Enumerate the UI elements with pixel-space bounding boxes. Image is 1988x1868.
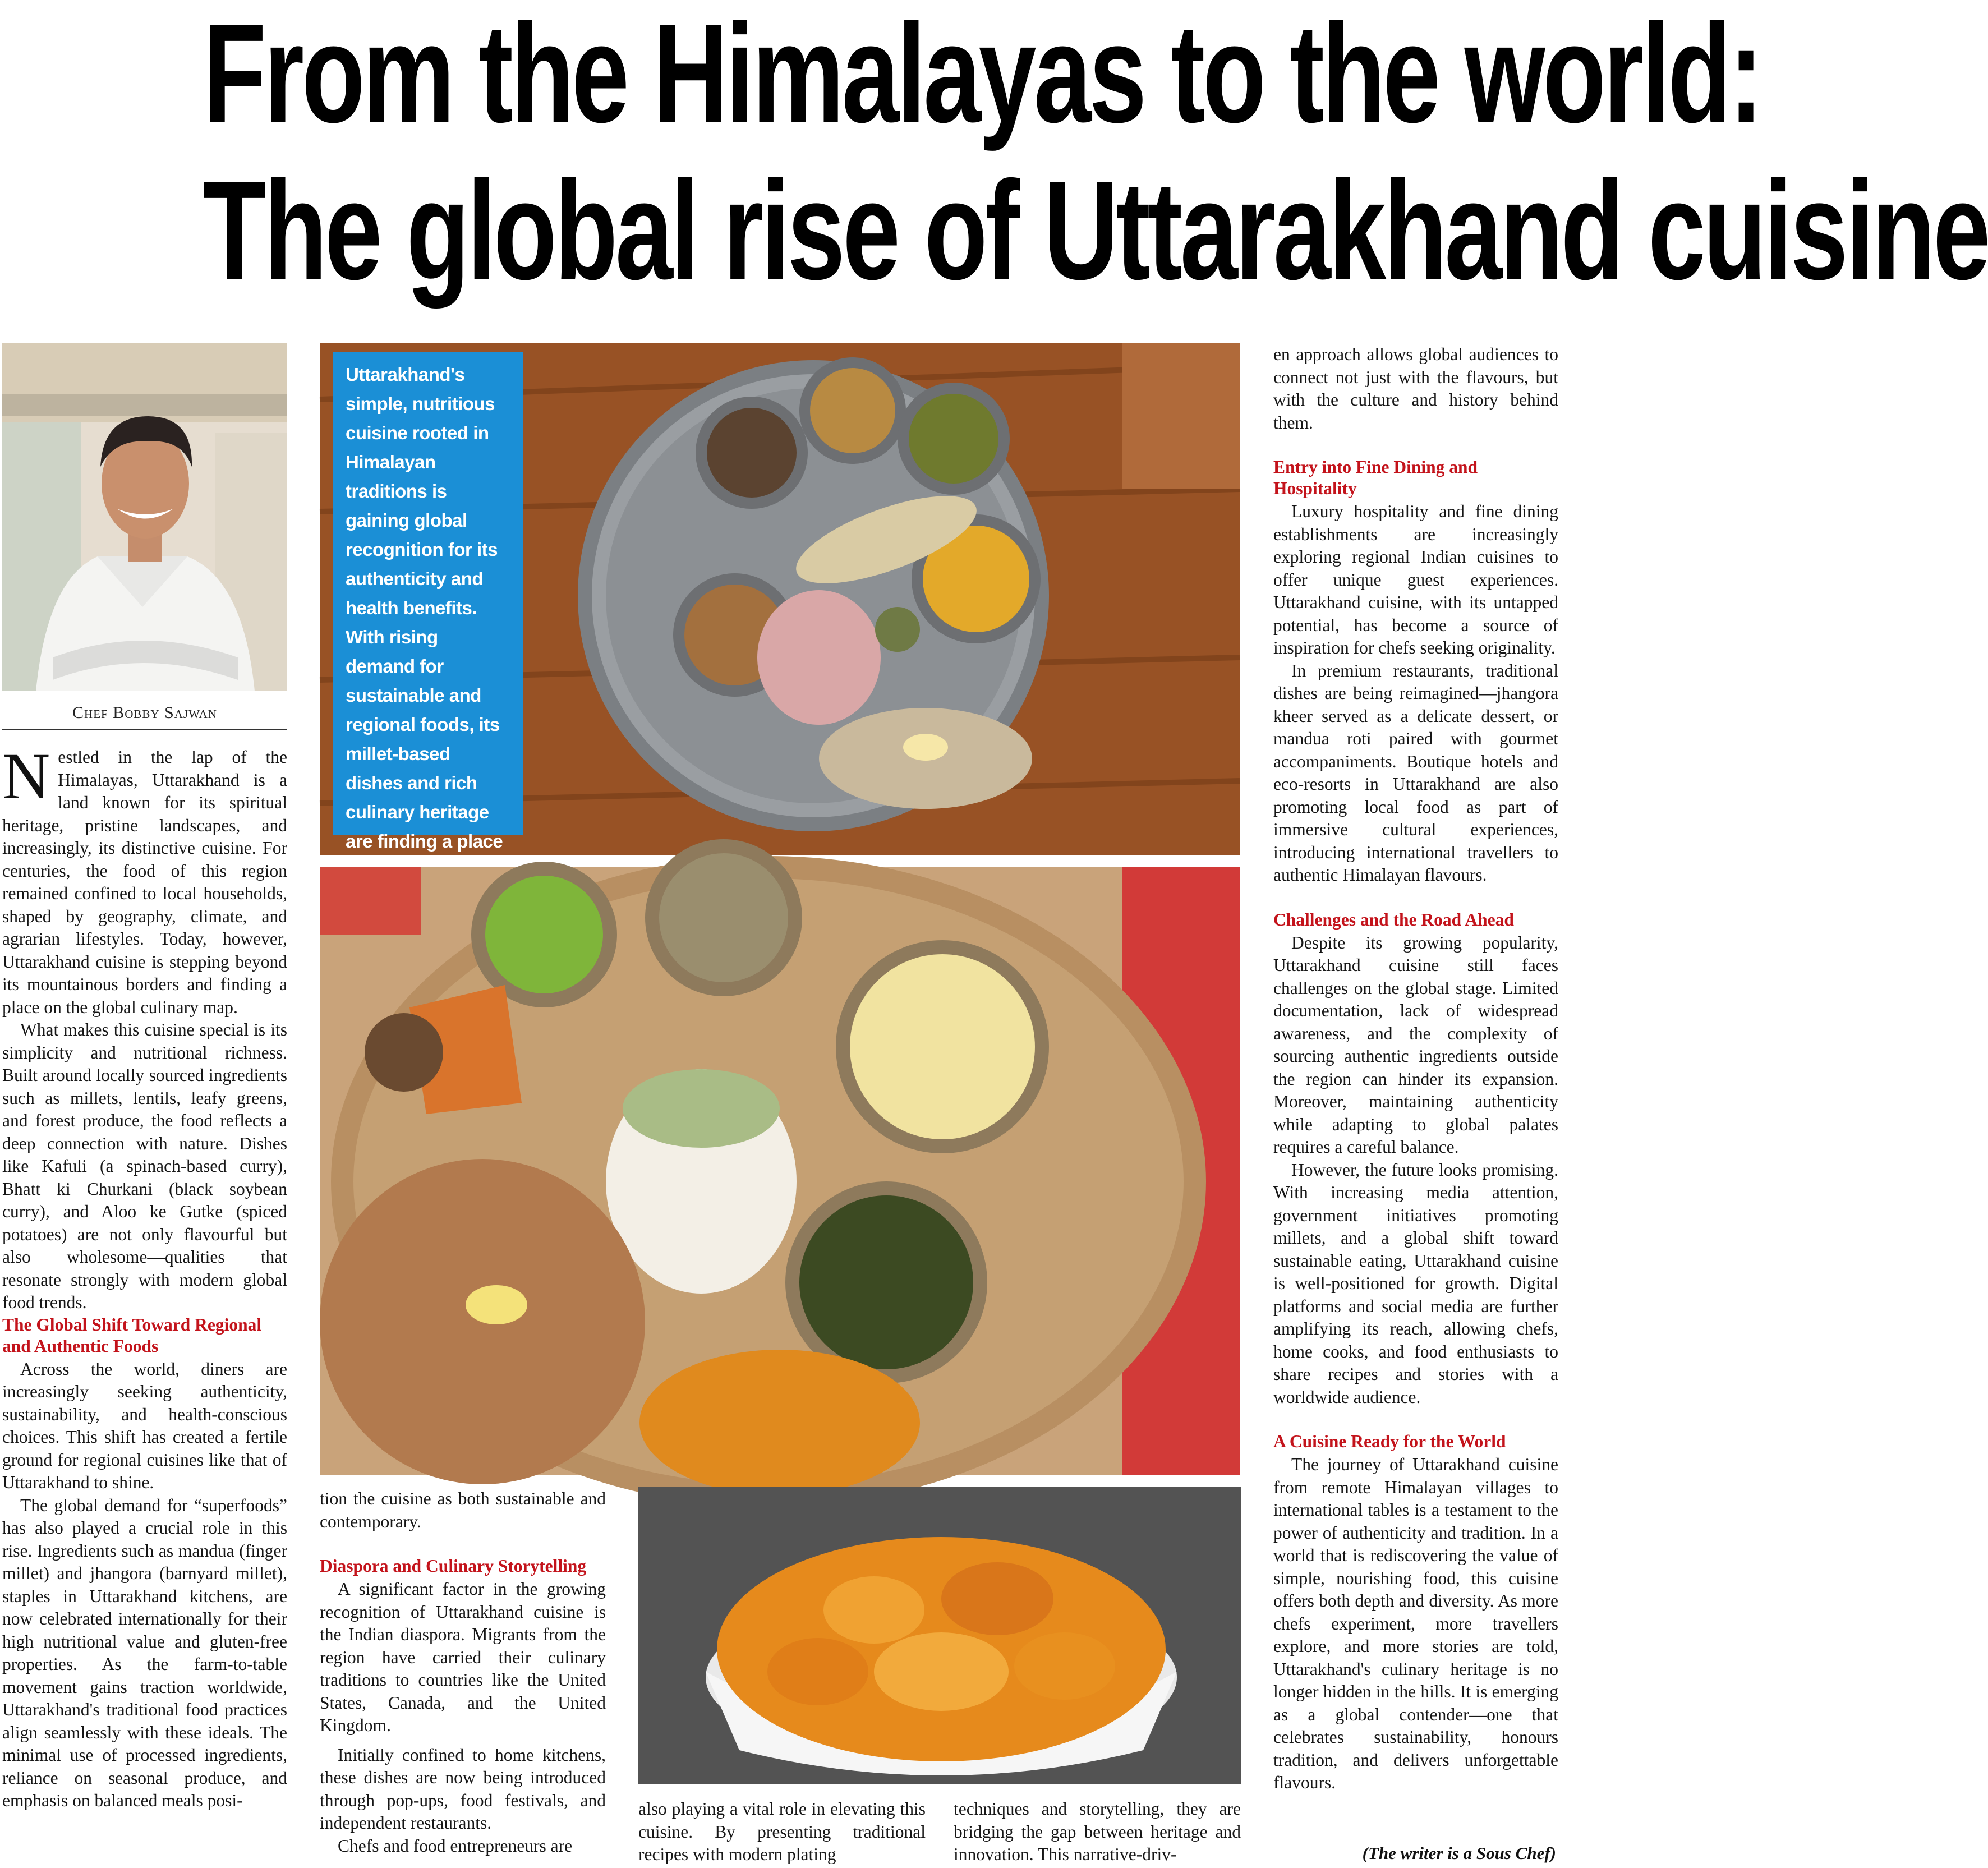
col1-paragraph-1: estled in the lap of the Himalayas, Uttarakhand is a land known for its spiritual heritage, pristine landscapes, and increasingly, its distinctive cuisine. For centuries, the food of this region remained confined to local households, shaped by geography, climate, and agrarian lifestyles. Today, however, Uttarakhand cuisine is stepping beyond its mountainous borders and finding a place on the global culinary map. [2,747,287,1017]
subhead-fine-dining: Entry into Fine Dining and Hospitality [1273,457,1478,498]
col1-paragraph-2: What makes this cuisine special is its simplicity and nutritional richness. Built around locally sourced ingredients such as millets, lentils, leafy greens, and forest produce, the food reflects a deep connection with nature. Dishes like Kafuli (a spinach-based curry), Bhatt ki Churkani (black soybean curry), and Aloo ke Gutke (spiced potatoes) are not only flavourful but also wholesome—qualities that resonate strongly with modern global food trends. [2,1020,287,1312]
author-caption: Chef Bobby Sajwan [72,703,217,722]
thali-photo-middle [320,867,1240,1475]
caption-divider [2,729,287,730]
col5-paragraph-6: The journey of Uttarakhand cuisine from remote Himalayan villages to international tables is a testament to the power of authenticity and tradition. In a world that is rediscovering the value of simple, nourishing food, this cuisine offers both depth and diversity. As more chefs experiment, more travellers explore, and more stories are told, Uttarakhand's culinary heritage is no longer hidden in the hills. It is emerging as a global contender—one that celebrates sustainability, honours tradition, and delivers unforgettable flavours. [1273,1455,1558,1792]
article-column-5 [1273,343,1558,1795]
col4-paragraph-1: techniques and storytelling, they are bridging the gap between heritage and innovation. This narrative-driv- [954,1799,1241,1864]
col5-paragraph-2: Luxury hospitality and fine dining establishments are increasingly exploring regional Indian cuisines to offer unique guest experiences. Uttarakhand cuisine, with its untapped potential, has become a source of inspiration for chefs seeking originality. [1273,501,1558,657]
subhead-cuisine-ready: A Cuisine Ready for the World [1273,1432,1506,1451]
col5-paragraph-1: en approach allows global audiences to connect not just with the flavours, but with the culture and history behind them. [1273,344,1558,433]
subhead-diaspora: Diaspora and Culinary Storytelling [320,1556,587,1576]
col2-paragraph-2: A significant factor in the growing recognition of Uttarakhand cuisine is the Indian diaspora. Migrants from the region have carried their culinary traditions to countries like the United States, Canada, and the United Kingdom. [320,1579,606,1735]
headline-line-2: The global rise of Uttarakhand cuisine [203,152,1988,309]
subhead-global-shift: The Global Shift Toward Regional and Authentic Foods [2,1314,262,1356]
article-column-3 [638,1798,926,1866]
headline-line-1: From the Himalayas to the world: [203,0,1761,151]
col2-paragraph-1: tion the cuisine as both sustainable and contemporary. [320,1489,606,1531]
aloo-photo [638,1487,1241,1784]
col3-paragraph-1: also playing a vital role in elevating this cuisine. By presenting traditional recipes with modern plating [638,1799,926,1864]
article-column-1 [2,739,287,1812]
col2-paragraph-4: Chefs and food entrepreneurs are [338,1835,573,1856]
drop-cap: N [2,739,50,813]
article-column-2 [320,1488,606,1857]
col2-paragraph-3: Initially confined to home kitchens, these dishes are now being introduced through pop-ups, food festivals, and independent restaurants. [320,1745,606,1833]
subhead-challenges: Challenges and the Road Ahead [1273,909,1514,930]
col5-paragraph-5: However, the future looks promising. With increasing media attention, government initiatives promoting millets, and a global shift toward sustainable eating, Uttarakhand cuisine is well-positioned for growth. Digital platforms and social media are further amplifying its reach, allowing chefs, home cooks, and food enthusiasts to share recipes and stories with a worldwide audience. [1273,1160,1558,1407]
col5-paragraph-3: In premium restaurants, traditional dishes are being reimagined—jhangora kheer served as a delicate dessert, or mandua roti paired with gourmet accompaniments. Boutique hotels and eco-resorts in Uttarakhand are also promoting local food as part of immersive cultural experiences, introducing international travellers to authentic Himalayan flavours. [1273,660,1558,885]
author-photo [2,343,287,691]
col1-paragraph-4: The global demand for “superfoods” has also played a crucial role in this rise. Ingredients such as mandua (finger millet) and jhangora (barnyard millet), staples in Uttarakhand kitchens, are now celebrated internationally for their high nutritional value and gluten-free properties. As the farm-to-table movement gains traction worldwide, Uttarakhand's traditional food practices align seamlessly with these ideals. The minimal use of processed ingredients, reliance on seasonal produce, and emphasis on balanced meals posi- [2,1495,287,1810]
col1-paragraph-3: Across the world, diners are increasingly seeking authenticity, sustainability, and health-conscious choices. This shift has created a fertile ground for regional cuisines like that of Uttarakhand to shine. [2,1359,287,1492]
writer-credit: (The writer is a Sous Chef) [1362,1843,1556,1863]
article-column-4 [954,1798,1241,1866]
pull-quote: Uttarakhand's simple, nutritious cuisine rooted in Himalayan traditions is gaining global recognition for its authenticity and health benefits. With rising demand for sustainable and regional foods, its millet-based dishes and rich culinary heritage are finding a place [333,352,523,835]
col5-paragraph-4: Despite its growing popularity, Uttarakhand cuisine still faces challenges on the global stage. Limited documentation, lack of widespread awareness, and the complexity of sourcing authentic ingredients outside the region can hinder its expansion. Moreover, maintaining authenticity while adapting to global palates requires a careful balance. [1273,932,1558,1157]
